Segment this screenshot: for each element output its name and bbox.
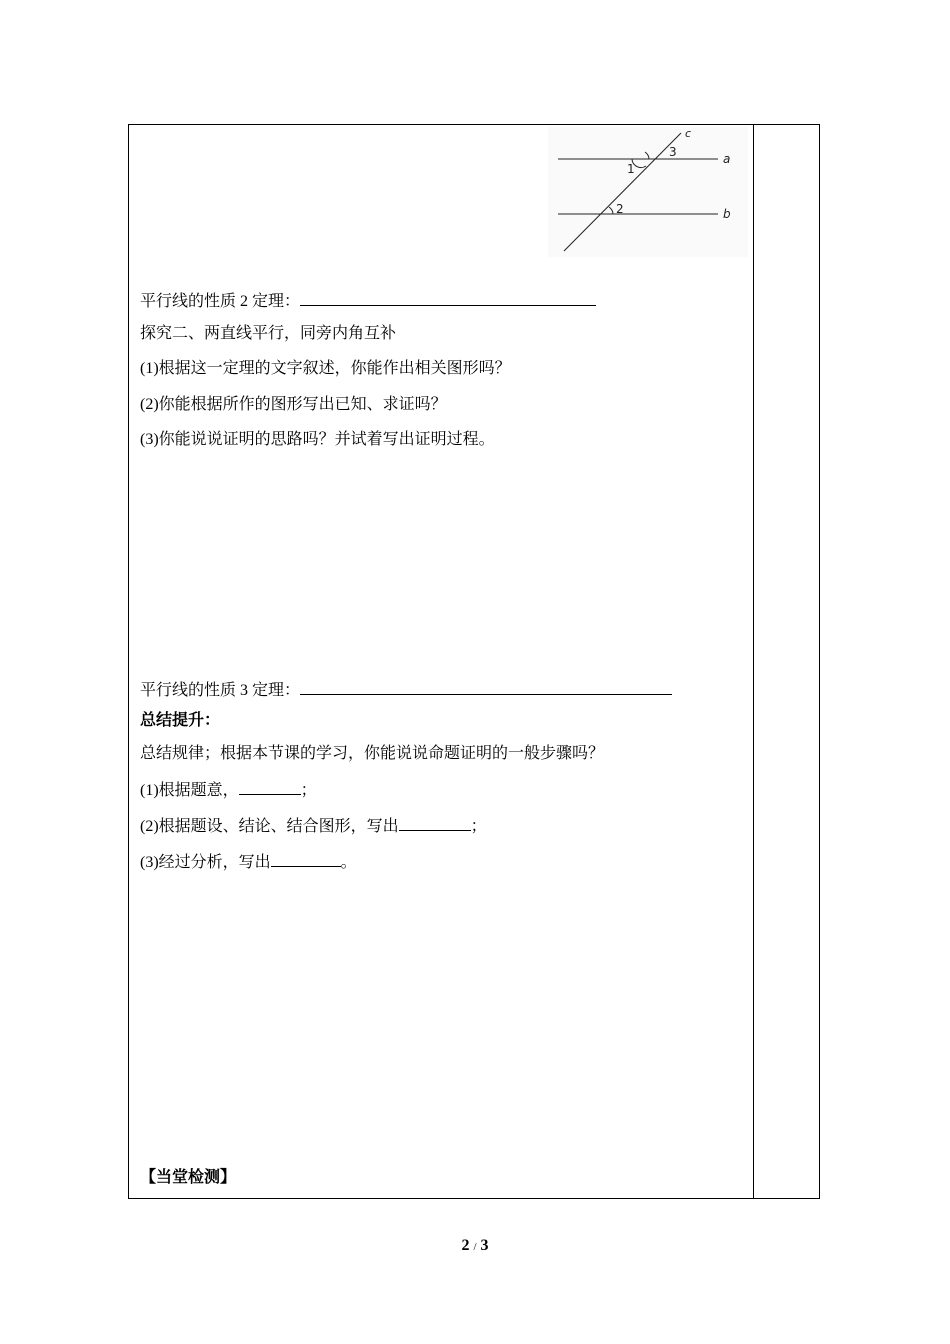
page-number (0, 1237, 950, 1255)
content-table (128, 124, 820, 1199)
column-divider (753, 125, 754, 1198)
step1-prefix: (1)根据题意， (140, 782, 239, 799)
page-current: 2 (461, 1237, 470, 1254)
label-b: b (723, 207, 731, 221)
property3-line (140, 678, 672, 701)
page-total: 3 (480, 1237, 489, 1254)
step2-prefix: (2)根据题设、结论、结合图形，写出 (140, 818, 399, 835)
step1-blank[interactable] (239, 778, 301, 795)
label-2: 2 (616, 202, 624, 216)
angle-arc-3 (645, 152, 649, 159)
step1-suffix: ； (300, 782, 317, 799)
parallel-lines-figure (548, 127, 748, 257)
page-separator: / (473, 1241, 477, 1253)
question-2: (2)你能根据所作的图形写出已知、求证吗？ (140, 396, 447, 413)
step3-suffix: 。 (340, 854, 357, 871)
label-a: a (723, 152, 731, 166)
step-2 (140, 814, 487, 837)
property2-label: 平行线的性质 2 定理： (140, 293, 301, 310)
step3-blank[interactable] (271, 850, 341, 867)
step2-blank[interactable] (399, 814, 471, 831)
question-1: (1)根据这一定理的文字叙述，你能作出相关图形吗？ (140, 360, 511, 377)
step-3 (140, 850, 357, 873)
line-c (564, 133, 681, 251)
property3-label: 平行线的性质 3 定理： (140, 682, 301, 699)
step3-prefix: (3)经过分析，写出 (140, 854, 271, 871)
label-c: c (685, 127, 692, 140)
explore2-heading: 探究二、两直线平行，同旁内角互补 (140, 325, 397, 342)
classroom-check-heading: 【当堂检测】 (140, 1169, 237, 1186)
label-1: 1 (627, 162, 635, 176)
question-3: (3)你能说说证明的思路吗？并试着写出证明过程。 (140, 431, 495, 448)
property2-blank[interactable] (300, 289, 596, 306)
summary-title: 总结提升： (140, 712, 221, 729)
summary-intro: 总结规律；根据本节课的学习，你能说说命题证明的一般步骤吗？ (140, 745, 605, 762)
angle-arc-2 (609, 207, 613, 214)
property2-line (140, 289, 596, 312)
property3-blank[interactable] (300, 678, 672, 695)
step2-suffix: ； (470, 818, 487, 835)
step-1 (140, 778, 317, 801)
label-3: 3 (669, 145, 677, 159)
